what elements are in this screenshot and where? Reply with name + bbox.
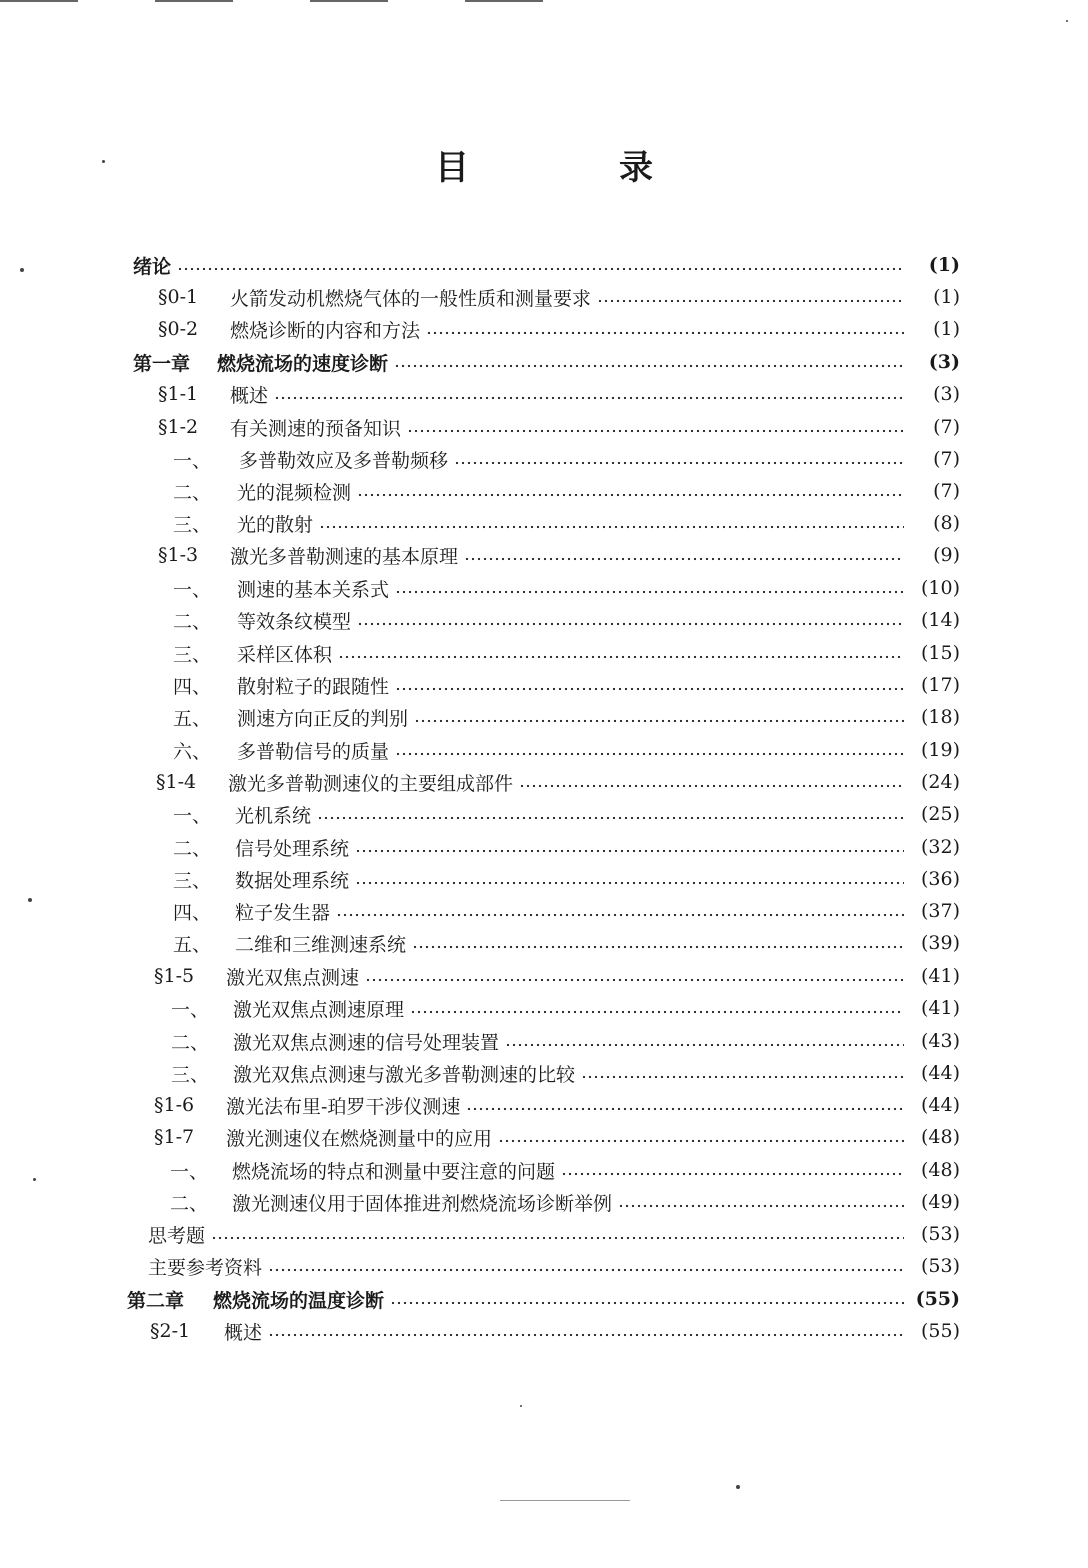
subsection-number: 三、 <box>173 643 212 666</box>
section-number: §1-2 <box>158 416 199 438</box>
toc-entry-title: 激光双焦点测速 <box>226 966 360 989</box>
dot-leader <box>410 1010 904 1014</box>
subsection-number: 三、 <box>171 1063 210 1086</box>
toc-entry-chapter-2[interactable] <box>127 1284 960 1314</box>
toc-entry-1-2-3[interactable] <box>173 508 960 538</box>
toc-page-number: (7) <box>933 448 960 470</box>
toc-page-number: (3) <box>933 383 960 405</box>
toc-page-number: (55) <box>915 1288 960 1310</box>
toc-entry-title: 激光测速仪在燃烧测量中的应用 <box>226 1127 493 1150</box>
toc-page-number: (36) <box>920 868 960 890</box>
subsection-number: 二、 <box>171 1031 210 1054</box>
scan-speck <box>102 160 105 163</box>
dot-leader <box>338 655 904 659</box>
subsection-number: 一、 <box>173 804 212 827</box>
toc-entry-1-6[interactable] <box>154 1090 960 1120</box>
toc-page-number: (55) <box>920 1320 960 1342</box>
toc-entry-title: 激光多普勒测速的基本原理 <box>230 545 459 568</box>
toc-page-number: (39) <box>920 932 960 954</box>
dot-leader <box>561 1172 904 1176</box>
toc-entry-title: 主要参考资料 <box>148 1256 263 1279</box>
toc-entry-chapter-1[interactable] <box>133 347 960 377</box>
section-number: §1-7 <box>154 1126 195 1148</box>
dot-leader <box>454 461 904 465</box>
toc-entry-1-5-1[interactable] <box>171 993 960 1023</box>
toc-page-number: (8) <box>933 512 960 534</box>
toc-entry-1-4-5[interactable] <box>173 928 960 958</box>
toc-page-number: (41) <box>920 965 960 987</box>
toc-page-number: (48) <box>920 1126 960 1148</box>
toc-entry-1-4-2[interactable] <box>173 832 960 862</box>
toc-entry-0-1[interactable] <box>158 282 960 312</box>
chapter-number: 第二章 <box>127 1289 185 1312</box>
toc-entry-1-3[interactable] <box>158 540 960 570</box>
toc-entry-title: 信号处理系统 <box>235 837 350 860</box>
toc-entry-title: 采样区体积 <box>237 643 333 666</box>
dot-leader <box>414 719 904 723</box>
toc-entry-title: 激光双焦点测速原理 <box>233 998 405 1021</box>
toc-entry-1-2-2[interactable] <box>173 476 960 506</box>
subsection-number: 五、 <box>173 707 212 730</box>
toc-entry-title: 概述 <box>224 1321 263 1344</box>
toc-entry-title: 粒子发生器 <box>235 901 331 924</box>
toc-entry-title: 激光测速仪用于固体推进剂燃烧流场诊断举例 <box>232 1192 613 1215</box>
subsection-number: 一、 <box>171 998 210 1021</box>
toc-entry-2-1[interactable] <box>150 1316 960 1346</box>
scan-speck <box>1066 20 1068 22</box>
scan-speck <box>33 1178 36 1181</box>
toc-entry-title: 激光双焦点测速的信号处理装置 <box>233 1031 500 1054</box>
dot-leader <box>597 299 904 303</box>
section-number: §2-1 <box>150 1320 191 1342</box>
dot-leader <box>319 525 904 529</box>
toc-entry-1-4-4[interactable] <box>173 896 960 926</box>
toc-entry-title: 数据处理系统 <box>235 869 350 892</box>
toc-page-number: (3) <box>928 351 960 373</box>
scan-speck <box>20 268 24 272</box>
toc-entry-1-4-3[interactable] <box>173 864 960 894</box>
subsection-number: 三、 <box>173 869 212 892</box>
dot-leader <box>618 1204 904 1208</box>
subsection-number: 五、 <box>173 933 212 956</box>
toc-entry-title: 思考题 <box>148 1224 206 1247</box>
toc-entry-title: 多普勒信号的质量 <box>237 740 390 763</box>
toc-page-number: (37) <box>920 900 960 922</box>
toc-entry-1-7-2[interactable] <box>170 1187 960 1217</box>
scan-speck <box>28 898 32 902</box>
toc-entry-title: 光的散射 <box>237 513 314 536</box>
dot-leader <box>519 784 904 788</box>
toc-entry-1-5-3[interactable] <box>171 1058 960 1088</box>
toc-page-number: (9) <box>933 544 960 566</box>
dot-leader <box>268 1333 904 1337</box>
toc-page-number: (24) <box>920 771 960 793</box>
toc-page-number: (19) <box>920 739 960 761</box>
toc-page-number: (15) <box>920 642 960 664</box>
toc-entry-1-3-4[interactable] <box>173 670 960 700</box>
section-number: §0-1 <box>158 286 199 308</box>
toc-entry-title: 燃烧流场的温度诊断 <box>213 1289 385 1312</box>
dot-leader <box>177 267 904 271</box>
toc-page-number: (44) <box>920 1094 960 1116</box>
section-number: §1-4 <box>156 771 197 793</box>
toc-page-number: (41) <box>920 997 960 1019</box>
toc-entry-references[interactable] <box>148 1251 960 1281</box>
toc-entry-1-3-5[interactable] <box>173 702 960 732</box>
toc-page-number: (32) <box>920 836 960 858</box>
subsection-number: 一、 <box>173 449 212 472</box>
subsection-number: 二、 <box>173 610 212 633</box>
section-number: §1-3 <box>158 544 199 566</box>
toc-entry-1-4-1[interactable] <box>173 799 960 829</box>
toc-page-number: (44) <box>920 1062 960 1084</box>
dot-leader <box>390 1301 904 1305</box>
toc-entry-title: 燃烧诊断的内容和方法 <box>230 319 421 342</box>
subsection-number: 四、 <box>173 675 212 698</box>
subsection-number: 六、 <box>173 740 212 763</box>
toc-entry-1-4[interactable] <box>156 767 960 797</box>
section-number: §1-5 <box>154 965 195 987</box>
toc-entry-title: 燃烧流场的特点和测量中要注意的问题 <box>232 1160 556 1183</box>
subsection-number: 三、 <box>173 513 212 536</box>
dot-leader <box>274 396 904 400</box>
toc-page-number: (53) <box>920 1223 960 1245</box>
toc-entry-title: 光的混频检测 <box>237 481 352 504</box>
dot-leader <box>355 849 904 853</box>
toc-page-number: (48) <box>920 1159 960 1181</box>
dot-leader <box>505 1043 904 1047</box>
toc-page-number: (7) <box>933 416 960 438</box>
page-title: 目 录 <box>435 148 711 188</box>
toc-entry-1-3-6[interactable] <box>173 735 960 765</box>
toc-entry-0-2[interactable] <box>158 314 960 344</box>
dot-leader <box>357 493 904 497</box>
toc-entry-1-7-1[interactable] <box>170 1155 960 1185</box>
toc-entry-intro[interactable] <box>133 250 960 280</box>
subsection-number: 二、 <box>173 481 212 504</box>
dot-leader <box>412 945 904 949</box>
toc-page-number: (43) <box>920 1030 960 1052</box>
toc-entry-1-2-1[interactable] <box>173 444 960 474</box>
toc-page-number: (7) <box>933 480 960 502</box>
subsection-number: 一、 <box>173 578 212 601</box>
toc-entry-title: 火箭发动机燃烧气体的一般性质和测量要求 <box>230 287 592 310</box>
toc-page-number: (1) <box>933 286 960 308</box>
dot-leader <box>211 1236 904 1240</box>
toc-entry-exercises[interactable] <box>148 1219 960 1249</box>
toc-entry-1-5-2[interactable] <box>171 1026 960 1056</box>
toc-page-number: (25) <box>920 803 960 825</box>
toc-entry-1-3-1[interactable] <box>173 573 960 603</box>
dot-leader <box>355 881 904 885</box>
subsection-number: 二、 <box>170 1192 209 1215</box>
dot-leader <box>317 816 904 820</box>
toc-entry-1-3-3[interactable] <box>173 638 960 668</box>
dot-leader <box>581 1075 904 1079</box>
toc-page-number: (53) <box>920 1255 960 1277</box>
toc-entry-title: 有关测速的预备知识 <box>230 417 402 440</box>
toc-page-number: (18) <box>920 706 960 728</box>
dot-leader <box>407 429 904 433</box>
toc-entry-1-1[interactable] <box>158 379 960 409</box>
toc-entry-title: 测速的基本关系式 <box>237 578 390 601</box>
subsection-number: 二、 <box>173 837 212 860</box>
toc-entry-1-5[interactable] <box>154 961 960 991</box>
dot-leader <box>395 590 904 594</box>
toc-page-number: (17) <box>920 674 960 696</box>
toc-entry-title: 等效条纹模型 <box>237 610 352 633</box>
toc-page-number: (14) <box>920 609 960 631</box>
dot-leader <box>466 1107 904 1111</box>
dot-leader <box>357 622 904 626</box>
dot-leader <box>336 913 904 917</box>
section-number: §0-2 <box>158 318 199 340</box>
dot-leader <box>426 331 904 335</box>
toc-entry-title: 二维和三维测速系统 <box>235 933 407 956</box>
toc-entry-title: 多普勒效应及多普勒频移 <box>239 449 449 472</box>
subsection-number: 四、 <box>173 901 212 924</box>
subsection-number: 一、 <box>170 1160 209 1183</box>
toc-entry-title: 燃烧流场的速度诊断 <box>217 352 389 375</box>
toc-entry-title: 激光多普勒测速仪的主要组成部件 <box>228 772 514 795</box>
toc-page-number: (49) <box>920 1191 960 1213</box>
toc-entry-title: 绪论 <box>133 255 172 278</box>
toc-page-number: (10) <box>920 577 960 599</box>
section-number: §1-1 <box>158 383 199 405</box>
dot-leader <box>498 1139 904 1143</box>
scan-mark <box>500 1500 630 1501</box>
scan-speck <box>520 1405 522 1407</box>
toc-entry-title: 光机系统 <box>235 804 312 827</box>
toc-page-number: (1) <box>933 318 960 340</box>
toc-entry-title: 散射粒子的跟随性 <box>237 675 390 698</box>
toc-entry-title: 激光法布里-珀罗干涉仪测速 <box>226 1095 461 1118</box>
section-number: §1-6 <box>154 1094 195 1116</box>
dot-leader <box>365 978 904 982</box>
toc-entry-title: 激光双焦点测速与激光多普勒测速的比较 <box>233 1063 576 1086</box>
toc-page-number: (1) <box>928 254 960 276</box>
dot-leader <box>395 752 904 756</box>
dot-leader <box>395 687 904 691</box>
toc-entry-1-2[interactable] <box>158 412 960 442</box>
dot-leader <box>464 557 904 561</box>
toc-entry-title: 概述 <box>230 384 269 407</box>
dot-leader <box>268 1268 904 1272</box>
toc-entry-title: 测速方向正反的判别 <box>237 707 409 730</box>
chapter-number: 第一章 <box>133 352 191 375</box>
scan-speck <box>736 1485 740 1489</box>
toc-entry-1-7[interactable] <box>154 1122 960 1152</box>
dot-leader <box>394 364 904 368</box>
toc-entry-1-3-2[interactable] <box>173 605 960 635</box>
